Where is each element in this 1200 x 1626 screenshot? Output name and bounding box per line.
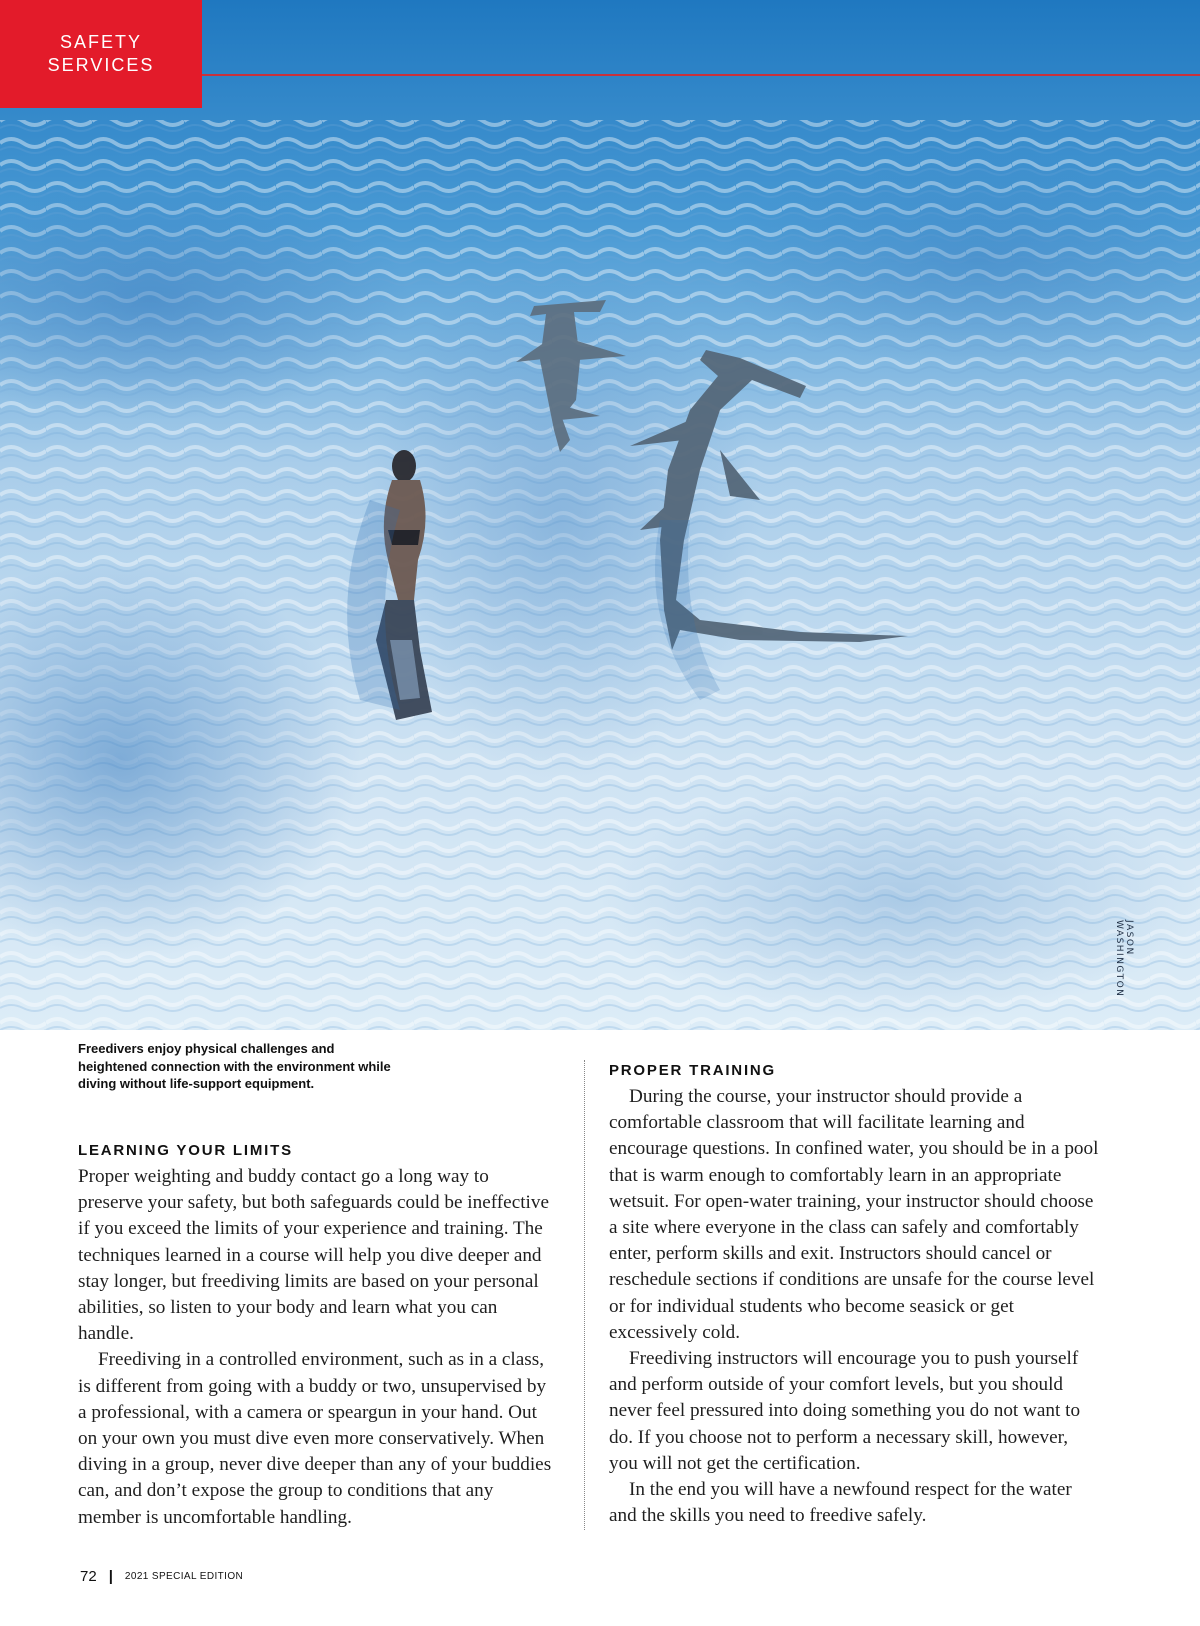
- paragraph: Freediving instructors will encourage you to push yourself and perform outside of your comfort levels, but you should never feel pressured into doing something you do not want to do. If you choose not to perform a necessary skill, however, you will not get the certification.: [609, 1348, 1081, 1474]
- right-column: [609, 1060, 1099, 1529]
- section-tag-line2: SERVICES: [47, 55, 155, 75]
- section-tag-line1: SAFETY: [59, 32, 142, 52]
- heading-proper-training: PROPER TRAINING: [609, 1062, 777, 1079]
- header-rule: [202, 74, 1200, 76]
- left-column: [78, 1140, 558, 1531]
- paragraph: In the end you will have a newfound respect for the water and the skills you need to freedive safely.: [609, 1479, 1072, 1527]
- heading-learning-your-limits: LEARNING YOUR LIMITS: [78, 1142, 293, 1159]
- footer-separator: |: [108, 1568, 113, 1585]
- page-number: 72: [80, 1568, 97, 1585]
- page-footer: [80, 1568, 243, 1585]
- column-divider: [584, 1060, 585, 1530]
- photo-caption: Freedivers enjoy physical challenges and heightened connection with the environment while diving without life-support equipment.: [78, 1041, 391, 1091]
- photo-credit: JASON WASHINGTON: [1114, 920, 1134, 998]
- section-tag: [0, 0, 202, 108]
- paragraph: Freediving in a controlled environment, such as in a class, is different from going with a buddy or two, unsupervised by a professional, with a camera or speargun in your hand. Out on your own you must dive even more conservatively. When diving in a group, never dive deeper than any of your buddies can, and don’t expose the group to conditions that any member is uncomfortable handling.: [78, 1349, 552, 1528]
- paragraph: Proper weighting and buddy contact go a long way to preserve your safety, but both safeguards could be ineffective if you exceed the limits of your experience and training. The techniques learned in a course will help you dive deeper and stay longer, but freediving limits are based on your personal abilities, so listen to your body and learn what you can handle.: [78, 1166, 549, 1345]
- edition-label: 2021 SPECIAL EDITION: [124, 1571, 244, 1582]
- paragraph: During the course, your instructor should provide a comfortable classroom that will facilitate learning and encourage questions. In confined water, you should be in a pool that is warm enough to comfortably learn in an appropriate wetsuit. For open-water training, your instructor should choose a site where everyone in the class can safely and comfortably enter, perform skills and exit. Instructors should cancel or reschedule sections if conditions are unsafe for the course level or for individual students who become seasick or get excessively cold.: [609, 1086, 1099, 1343]
